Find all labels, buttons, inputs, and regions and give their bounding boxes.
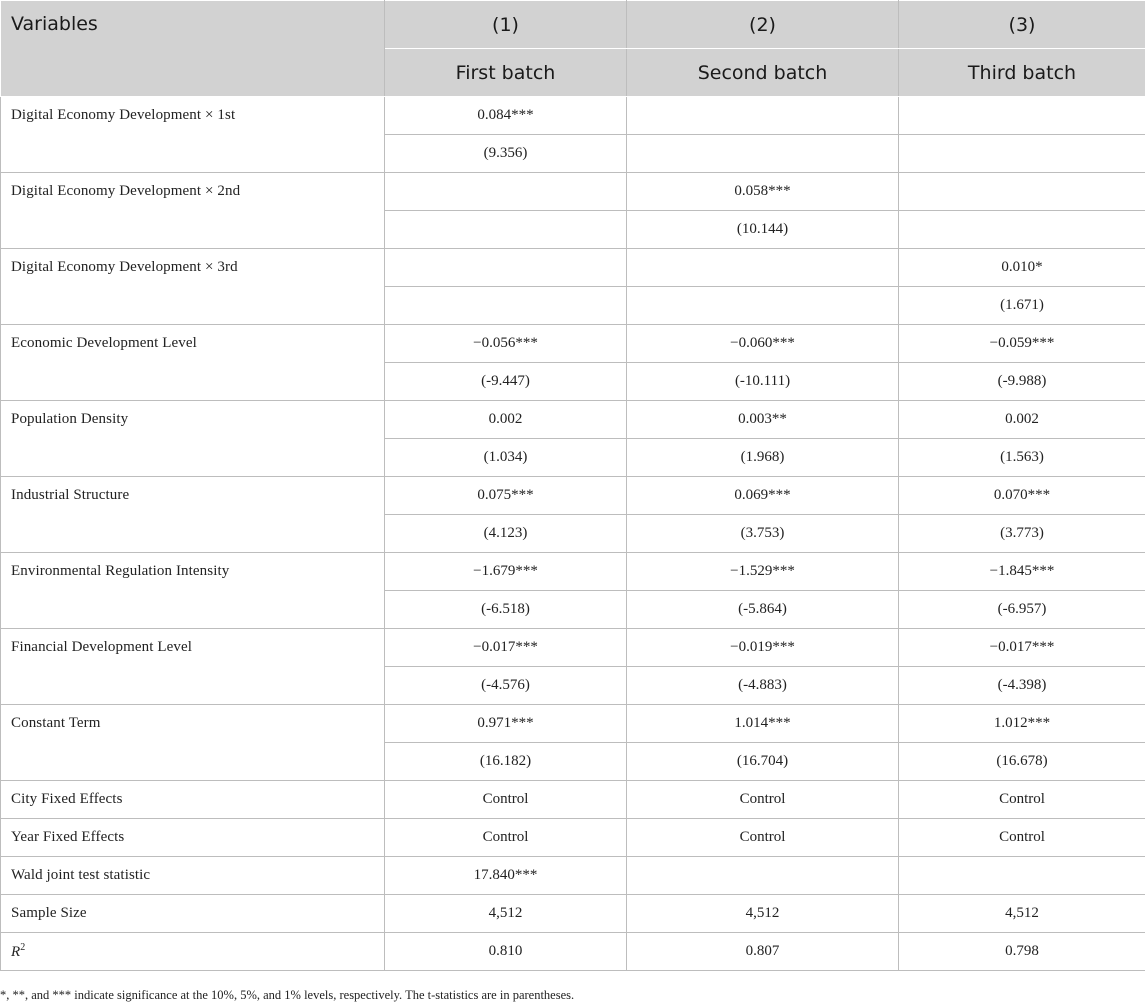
coefficient-cell: −1.679***	[385, 553, 627, 591]
t-statistic-cell: (3.773)	[899, 515, 1145, 553]
t-statistic-cell	[385, 287, 627, 325]
variable-label: Digital Economy Development × 2nd	[1, 173, 385, 249]
coefficient-cell: −0.059***	[899, 325, 1145, 363]
coefficient-cell: −0.017***	[385, 629, 627, 667]
table-row	[1, 401, 1145, 439]
variable-label: Financial Development Level	[1, 629, 385, 705]
table-header	[1, 1, 1145, 97]
variable-label: Population Density	[1, 401, 385, 477]
t-statistic-cell: (-9.988)	[899, 363, 1145, 401]
coefficient-cell: −1.845***	[899, 553, 1145, 591]
variable-label: Sample Size	[1, 895, 385, 933]
t-statistic-cell: (-4.576)	[385, 667, 627, 705]
t-statistic-cell: (1.034)	[385, 439, 627, 477]
coefficient-cell: −0.017***	[899, 629, 1145, 667]
coefficient-cell: 0.003**	[627, 401, 899, 439]
value-cell: 17.840***	[385, 857, 627, 895]
t-statistic-cell: (-6.518)	[385, 591, 627, 629]
column-name-3: Third batch	[899, 49, 1145, 97]
value-cell: Control	[627, 819, 899, 857]
table-body	[1, 97, 1145, 971]
table-row	[1, 173, 1145, 211]
variable-label: Wald joint test statistic	[1, 857, 385, 895]
coefficient-cell	[627, 97, 899, 135]
value-cell: Control	[385, 819, 627, 857]
variable-label: Digital Economy Development × 3rd	[1, 249, 385, 325]
value-cell: Control	[627, 781, 899, 819]
coefficient-cell: 0.075***	[385, 477, 627, 515]
t-statistic-cell: (-9.447)	[385, 363, 627, 401]
coefficient-cell: 1.014***	[627, 705, 899, 743]
t-statistic-cell: (-10.111)	[627, 363, 899, 401]
value-cell: Control	[899, 781, 1145, 819]
column-number-1: (1)	[385, 1, 627, 49]
value-cell: 0.810	[385, 933, 627, 971]
coefficient-cell	[899, 97, 1145, 135]
column-number-3: (3)	[899, 1, 1145, 49]
column-number-2: (2)	[627, 1, 899, 49]
table-row	[1, 819, 1145, 857]
coefficient-cell: −1.529***	[627, 553, 899, 591]
coefficient-cell: 1.012***	[899, 705, 1145, 743]
t-statistic-cell: (4.123)	[385, 515, 627, 553]
coefficient-cell	[899, 173, 1145, 211]
t-statistic-cell: (16.678)	[899, 743, 1145, 781]
t-statistic-cell	[899, 135, 1145, 173]
variable-label: Year Fixed Effects	[1, 819, 385, 857]
t-statistic-cell: (-6.957)	[899, 591, 1145, 629]
coefficient-cell: −0.056***	[385, 325, 627, 363]
value-cell: 4,512	[385, 895, 627, 933]
coefficient-cell: 0.084***	[385, 97, 627, 135]
table-row	[1, 895, 1145, 933]
t-statistic-cell	[627, 135, 899, 173]
value-cell: Control	[899, 819, 1145, 857]
coefficient-cell: 0.070***	[899, 477, 1145, 515]
variable-label: Environmental Regulation Intensity	[1, 553, 385, 629]
t-statistic-cell: (10.144)	[627, 211, 899, 249]
value-cell	[899, 857, 1145, 895]
table-row	[1, 97, 1145, 135]
table-row	[1, 325, 1145, 363]
variable-label: City Fixed Effects	[1, 781, 385, 819]
table-footnote: *, **, and *** indicate significance at the 10%, 5%, and 1% levels, respectively. The t-statistics are in parentheses.	[0, 988, 575, 1002]
t-statistic-cell	[385, 211, 627, 249]
t-statistic-cell: (-4.883)	[627, 667, 899, 705]
table-row	[1, 857, 1145, 895]
variable-label: Industrial Structure	[1, 477, 385, 553]
t-statistic-cell	[627, 287, 899, 325]
table-row	[1, 477, 1145, 515]
table-row	[1, 249, 1145, 287]
table-row	[1, 933, 1145, 971]
coefficient-cell: 0.069***	[627, 477, 899, 515]
coefficient-cell: 0.002	[899, 401, 1145, 439]
table-row	[1, 705, 1145, 743]
t-statistic-cell: (-4.398)	[899, 667, 1145, 705]
value-cell: 4,512	[627, 895, 899, 933]
r-squared-symbol: R	[11, 944, 21, 960]
t-statistic-cell: (1.968)	[627, 439, 899, 477]
r-squared-exponent: 2	[20, 942, 26, 953]
coefficient-cell	[385, 249, 627, 287]
variable-label: Economic Development Level	[1, 325, 385, 401]
value-cell: Control	[385, 781, 627, 819]
t-statistic-cell: (16.182)	[385, 743, 627, 781]
variable-label: Constant Term	[1, 705, 385, 781]
table-row	[1, 553, 1145, 591]
coefficient-cell: 0.002	[385, 401, 627, 439]
variable-label: Digital Economy Development × 1st	[1, 97, 385, 173]
variables-header: Variables	[1, 1, 385, 97]
t-statistic-cell: (3.753)	[627, 515, 899, 553]
column-name-1: First batch	[385, 49, 627, 97]
t-statistic-cell	[899, 211, 1145, 249]
value-cell: 4,512	[899, 895, 1145, 933]
t-statistic-cell: (1.671)	[899, 287, 1145, 325]
table-row	[1, 781, 1145, 819]
coefficient-cell: −0.019***	[627, 629, 899, 667]
coefficient-cell: 0.010*	[899, 249, 1145, 287]
coefficient-cell: −0.060***	[627, 325, 899, 363]
t-statistic-cell: (9.356)	[385, 135, 627, 173]
t-statistic-cell: (1.563)	[899, 439, 1145, 477]
coefficient-cell: 0.058***	[627, 173, 899, 211]
coefficient-cell	[627, 249, 899, 287]
coefficient-cell	[385, 173, 627, 211]
column-name-2: Second batch	[627, 49, 899, 97]
value-cell: 0.798	[899, 933, 1145, 971]
t-statistic-cell: (-5.864)	[627, 591, 899, 629]
t-statistic-cell: (16.704)	[627, 743, 899, 781]
value-cell: 0.807	[627, 933, 899, 971]
r-squared-label	[1, 933, 385, 971]
value-cell	[627, 857, 899, 895]
coefficient-cell: 0.971***	[385, 705, 627, 743]
table-row	[1, 629, 1145, 667]
